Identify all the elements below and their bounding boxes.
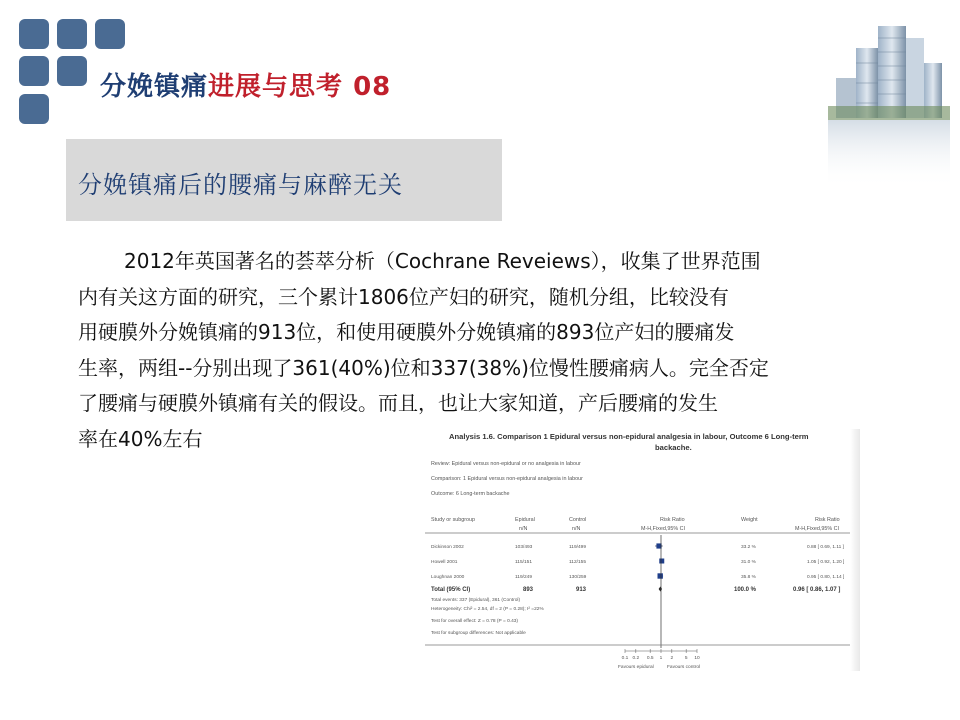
figure-title-line1: Analysis 1.6. Comparison 1 Epidural versus non-epidural analgesia in labour, Outcome 6 Long-term <box>449 432 809 441</box>
figure-outcome: Outcome: 6 Long-term backache <box>431 491 510 497</box>
footnote: Heterogeneity: Chi² = 2.54, df = 2 (P = 0.28); I² =22% <box>431 607 544 612</box>
header-weight: Weight <box>741 517 758 523</box>
study-name: Loughnan 2000 <box>431 575 465 580</box>
footnote: Test for subgroup differences: Not applicable <box>431 631 526 636</box>
study-epidural: 115/151 <box>515 560 532 565</box>
title-part1: 分娩镇痛 <box>100 72 209 102</box>
logo-square <box>19 19 49 49</box>
header-control: Control <box>569 517 587 523</box>
study-marker <box>659 559 664 564</box>
subtitle: 分娩镇痛后的腰痛与麻醉无关 <box>78 171 403 199</box>
x-tick-label: 0.5 <box>646 656 654 661</box>
header-epidural: Epidural <box>515 517 535 523</box>
study-control: 112/155 <box>569 560 586 565</box>
total-epidural: 893 <box>523 587 534 593</box>
study-rr: 0.95 [ 0.80, 1.14 ] <box>807 575 845 580</box>
footnote: Test for overall effect: Z = 0.78 (P = 0.43) <box>431 619 519 624</box>
x-tick-label: 5 <box>684 656 688 661</box>
footnote: Total events: 337 (Epidural), 361 (Control) <box>431 598 521 603</box>
study-epidural: 103/493 <box>515 545 533 550</box>
logo-square <box>19 56 49 86</box>
body-line: 了腰痛与硬膜外镇痛有关的假设。而且，也让大家知道，产后腰痛的发生 <box>78 391 718 415</box>
study-weight: 31.0 % <box>741 560 756 565</box>
study-weight: 35.8 % <box>741 575 756 580</box>
figure-comparison: Comparison: 1 Epidural versus non-epidural analgesia in labour <box>431 476 583 482</box>
total-diamond <box>659 587 662 592</box>
study-epidural: 119/249 <box>515 575 532 580</box>
header-risk-ratio2-sub: M-H,Fixed,95% CI <box>795 526 840 532</box>
study-weight: 33.2 % <box>741 545 756 550</box>
x-tick-label: 0.1 <box>621 656 629 661</box>
logo-square <box>57 56 87 86</box>
header-control-sub: n/N <box>572 526 581 532</box>
study-marker <box>658 573 663 578</box>
study-name: Howell 2001 <box>431 560 458 565</box>
total-weight: 100.0 % <box>734 587 757 593</box>
buildings-illustration <box>828 8 950 188</box>
axis-right-label: Favours control <box>667 665 701 670</box>
forest-plot <box>423 423 860 673</box>
study-name: Dickinson 2002 <box>431 545 464 550</box>
forest-plot-figure <box>423 423 860 673</box>
figure-title-line2: backache. <box>655 443 692 452</box>
header-risk-ratio: Risk Ratio <box>660 517 685 523</box>
axis-left-label: Favours epidural <box>618 665 654 670</box>
x-tick-label: 10 <box>694 656 700 661</box>
logo-square <box>57 19 87 49</box>
body-line: 用硬膜外分娩镇痛的913位，和使用硬膜外分娩镇痛的893位产妇的腰痛发 <box>78 320 735 344</box>
logo-squares <box>0 0 140 130</box>
total-control: 913 <box>576 587 587 593</box>
figure-shadow <box>850 429 860 671</box>
body-line: 生率，两组--分别出现了361(40%)位和337(38%)位慢性腰痛病人。完全否定 <box>78 355 769 380</box>
title-part2: 进展与思考 08 <box>208 72 392 102</box>
header-epidural-sub: n/N <box>519 526 528 532</box>
x-tick-label: 0.2 <box>632 656 640 661</box>
logo-square <box>95 19 125 49</box>
header-risk-ratio2: Risk Ratio <box>815 517 840 523</box>
body-line: 2012年英国著名的荟萃分析（Cochrane Reveiews），收集了世界范围 <box>124 249 761 273</box>
study-rr: 1.05 [ 0.92, 1.20 ] <box>807 560 845 565</box>
study-control: 130/259 <box>569 575 587 580</box>
study-rr: 0.88 [ 0.69, 1.11 ] <box>807 545 844 550</box>
header-risk-ratio-sub: M-H,Fixed,95% CI <box>641 526 686 532</box>
study-control: 119/499 <box>569 545 586 550</box>
total-rr: 0.96 [ 0.86, 1.07 ] <box>793 587 841 593</box>
page-title <box>100 66 391 103</box>
header-study: Study or subgroup <box>431 517 476 523</box>
figure-review: Review: Epidural versus non-epidural or no analgesia in labour <box>431 461 581 467</box>
x-tick-label: 1 <box>659 656 663 661</box>
body-line: 率在40%左右 <box>78 426 203 451</box>
body-line: 内有关这方面的研究，三个累计1806位产妇的研究，随机分组，比较没有 <box>78 284 729 309</box>
logo-square <box>19 94 49 124</box>
x-tick-label: 2 <box>670 656 674 661</box>
total-label: Total (95% CI) <box>431 587 471 593</box>
